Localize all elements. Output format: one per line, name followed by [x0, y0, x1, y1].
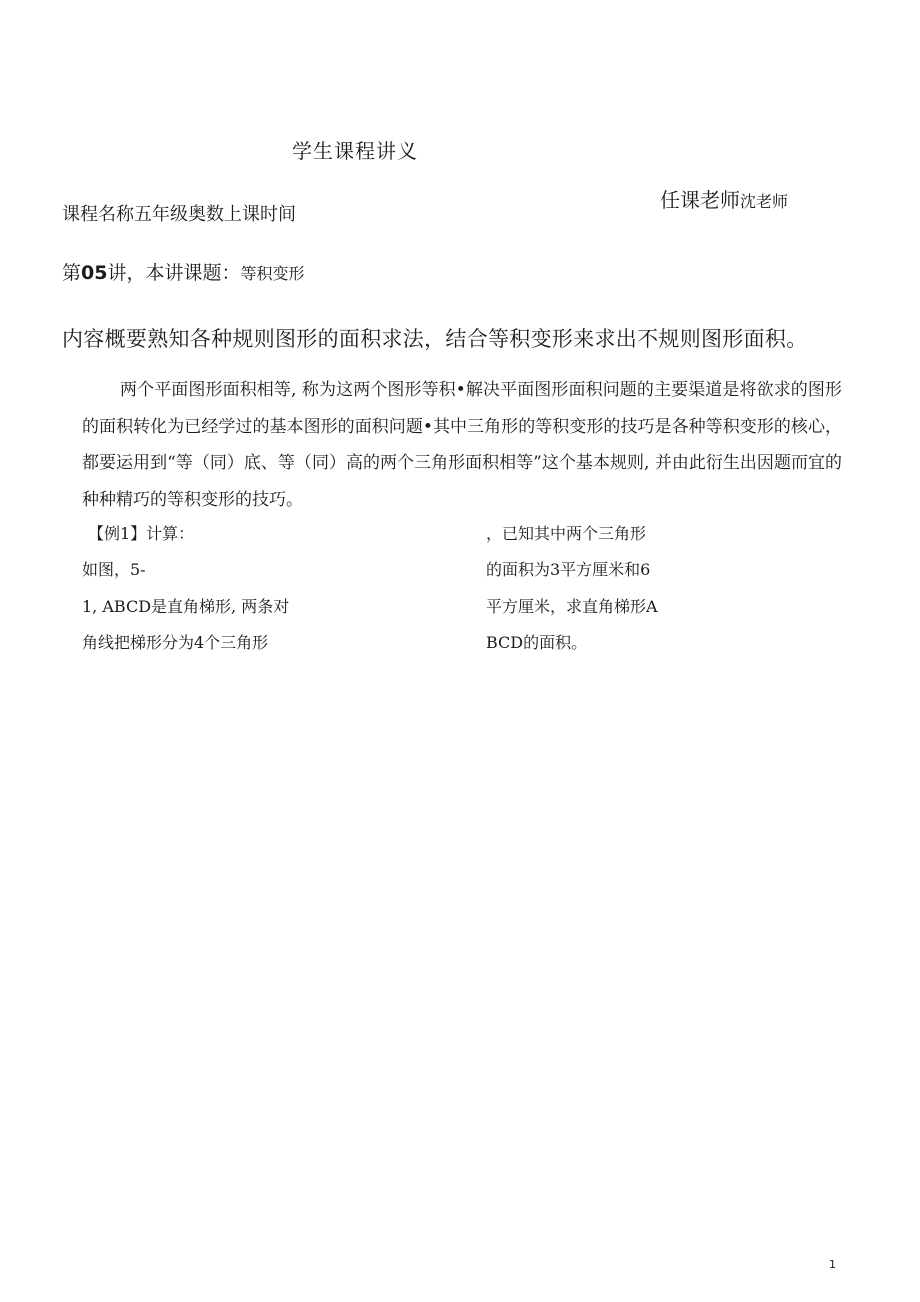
body-paragraph: 两个平面图形面积相等, 称为这两个图形等积•解决平面图形面积问题的主要渠道是将欲求的图形的面积转化为已经学过的基本图形的面积问题•其中三角形的等积变形的技巧是各种等积变形的核心，都要运用到“等（同）底、等（同）高的两个三角形面积相等”这个基本规则, 并由此衍生出因题而宜的种种精巧的等积变形的技巧。 — [82, 380, 842, 510]
page-number: 1 — [829, 1258, 836, 1271]
example-right-line: 的面积为3平方厘米和6 — [486, 560, 651, 579]
lecture-label: 讲，本讲课题： — [107, 262, 241, 284]
lecture-heading — [62, 258, 305, 285]
teacher-name: 沈老师 — [740, 192, 789, 211]
example-left-line: 角线把梯形分为4个三角形 — [82, 633, 269, 652]
teacher-line — [660, 184, 788, 213]
lecture-topic: 等积变形 — [240, 264, 305, 283]
content-summary: 内容概要熟知各种规则图形的面积求法，结合等积变形来求出不规则图形面积。 — [62, 327, 808, 351]
example-left-line: 如图，5- — [82, 560, 146, 579]
lecture-prefix: 第 — [62, 262, 82, 284]
example-left-line: 1, ABCD是直角梯形, 两条对 — [82, 597, 290, 616]
example-right-line: 平方厘米，求直角梯形A — [486, 597, 658, 616]
course-info-line: 课程名称五年级奥数上课时间 — [62, 204, 296, 225]
example-right-line: ，已知其中两个三角形 — [486, 524, 647, 543]
example-left-line: 【例1】计算： — [88, 524, 195, 543]
document-title: 学生课程讲义 — [292, 139, 418, 163]
example-right-line: BCD的面积。 — [486, 633, 588, 652]
teacher-label: 任课老师 — [660, 188, 740, 212]
lecture-number: 05 — [81, 262, 108, 284]
